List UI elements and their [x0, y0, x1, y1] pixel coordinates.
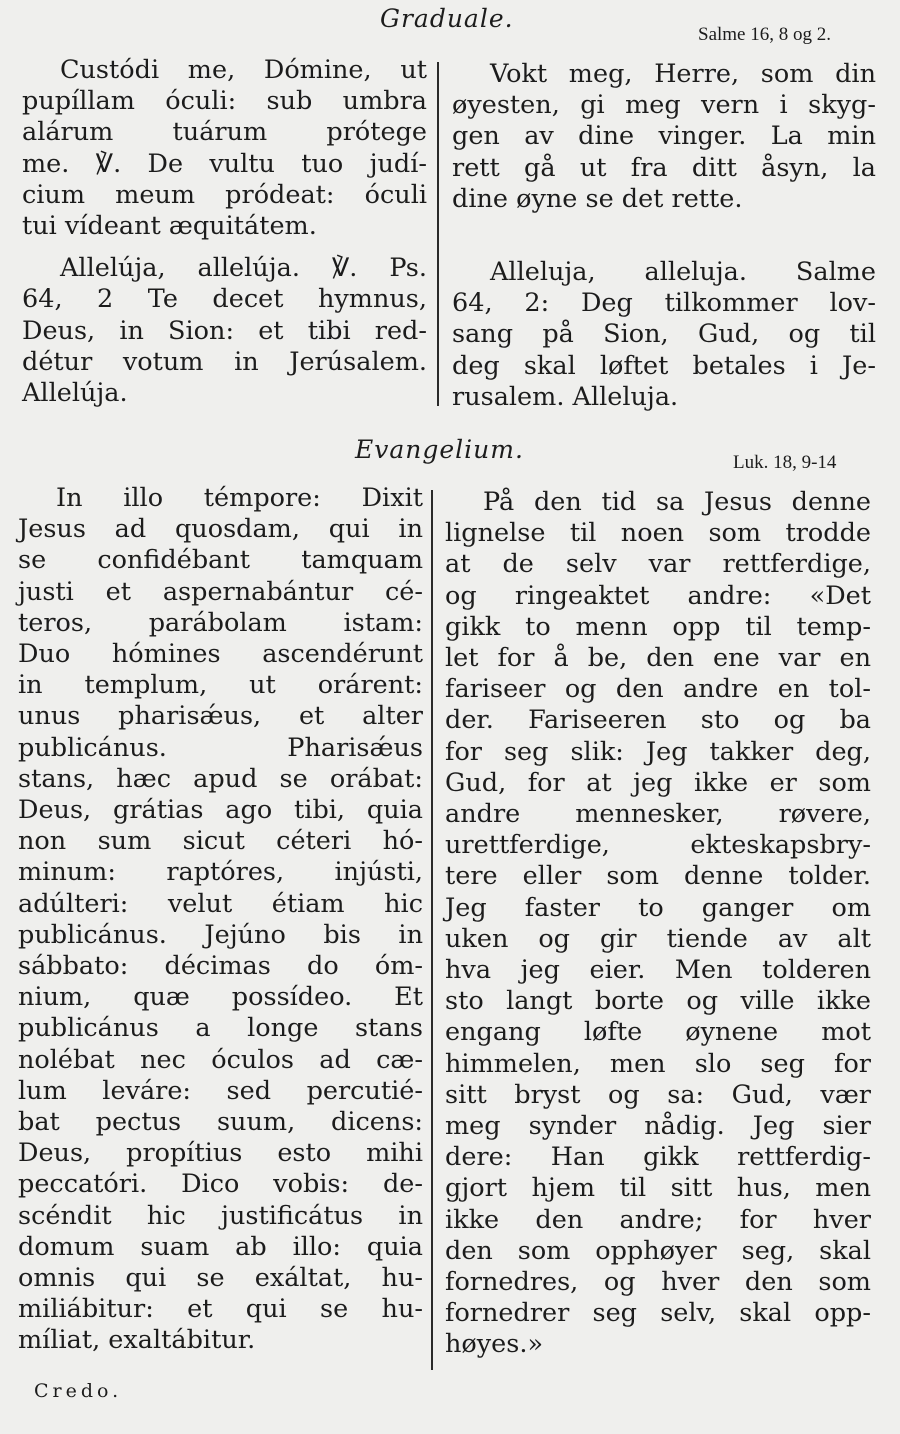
text-line: publicánus. Pharisǽus	[18, 732, 423, 763]
text-line: gikk to menn opp til temp-	[445, 611, 871, 642]
text-line: lignelse til noen som trodde	[445, 518, 871, 549]
text-line: miliábitur: et qui se hu-	[18, 1294, 423, 1325]
text-line: gen av dine vinger. La min	[452, 121, 876, 152]
text-line: Deus, propítius esto mihi	[18, 1138, 423, 1169]
text-line: dere: Han gikk rettferdig-	[445, 1142, 871, 1173]
text-line: hva jeg eier. Men tolderen	[445, 955, 871, 986]
text-line: let for å be, den ene var en	[445, 643, 871, 674]
column-divider	[437, 62, 439, 406]
text-line: nium, quæ possídeo. Et	[18, 982, 423, 1013]
text-line: bat pectus suum, dicens:	[18, 1107, 423, 1138]
text-line: himmelen, men slo seg for	[445, 1048, 871, 1079]
text-line: Vokt meg, Herre, som din	[490, 59, 876, 89]
text-line: tere eller som denne tolder.	[445, 861, 871, 892]
text-line: in templum, ut orárent:	[18, 670, 423, 701]
graduale-reference: Salme 16, 8 og 2.	[698, 24, 831, 45]
text-line: deg skal løftet betales i Je-	[452, 350, 876, 381]
text-line: publicánus. Jejúno bis in	[18, 919, 423, 950]
text-line: andre mennesker, røvere,	[445, 799, 871, 830]
text-line: lum leváre: sed percutié-	[18, 1075, 423, 1106]
text-line: høyes.»	[445, 1329, 544, 1360]
text-line: Duo hómines ascendérunt	[18, 639, 423, 670]
text-line: uken og gir tiende av alt	[445, 923, 871, 954]
text-line: me. ℣. De vultu tuo judí-	[22, 148, 427, 179]
text-line: adúlteri: velut étiam hic	[18, 888, 423, 919]
text-line: sitt bryst og sa: Gud, vær	[445, 1079, 871, 1110]
text-line: for seg slik: Jeg takker deg,	[445, 736, 871, 767]
text-line: justi et aspernabántur cé-	[18, 576, 423, 607]
text-line: meg synder nådig. Jeg sier	[445, 1111, 871, 1142]
text-line: Deus, grátias ago tibi, quia	[18, 795, 423, 826]
text-line: Allelúja, allelúja. ℣. Ps.	[60, 253, 427, 284]
text-line: På den tid sa Jesus denne	[483, 487, 871, 517]
text-line: ikke den andre; for hver	[445, 1204, 871, 1235]
text-line: engang løfte øynene mot	[445, 1017, 871, 1048]
text-line: 64, 2: Deg tilkommer lov-	[452, 288, 876, 319]
text-line: publicánus a longe stans	[18, 1013, 423, 1044]
text-line: sto langt borte og ville ikke	[445, 986, 871, 1017]
text-line: og ringeaktet andre: «Det	[445, 580, 871, 611]
text-line: peccatóri. Dico vobis: de-	[18, 1169, 423, 1200]
text-line: dine øyne se det rette.	[452, 183, 743, 214]
credo-label: Credo.	[34, 1380, 123, 1402]
text-line: der. Fariseeren sto og ba	[445, 705, 871, 736]
text-line: teros, parábolam istam:	[18, 607, 423, 638]
text-line: stans, hæc apud se orábat:	[18, 763, 423, 794]
text-line: non sum sicut céteri hó-	[18, 826, 423, 857]
text-line: den som opphøyer seg, skal	[445, 1235, 871, 1266]
text-line: urettferdige, ekteskapsbry-	[445, 830, 871, 861]
text-line: pupíllam óculi: sub umbra	[22, 86, 427, 117]
text-line: 64, 2 Te decet hymnus,	[22, 284, 427, 315]
text-line: Custódi me, Dómine, ut	[60, 55, 427, 85]
graduale-norwegian-column	[452, 59, 876, 413]
text-line: domum suam ab illo: quia	[18, 1231, 423, 1262]
text-line: Alleluja, alleluja. Salme	[490, 257, 876, 288]
text-line: se confidébant tamquam	[18, 545, 423, 576]
text-line: alárum tuárum prótege	[22, 117, 427, 148]
text-line: sang på Sion, Gud, og til	[452, 319, 876, 350]
text-line: Jesus ad quosdam, qui in	[18, 514, 423, 545]
text-line: omnis qui se exáltat, hu-	[18, 1263, 423, 1294]
text-line: Jeg faster to ganger om	[445, 892, 871, 923]
text-line: minum: raptóres, injústi,	[18, 857, 423, 888]
text-line: gjort hjem til sitt hus, men	[445, 1173, 871, 1204]
text-line: fornedres, og hver den som	[445, 1267, 871, 1298]
text-line: rusalem. Alleluja.	[452, 381, 679, 412]
graduale-title: Graduale.	[380, 4, 514, 33]
evangelium-norwegian-column	[445, 487, 871, 1361]
text-line: tui vídeant æquitátem.	[22, 211, 317, 242]
text-line: scéndit hic justificátus in	[18, 1200, 423, 1231]
evangelium-title: Evangelium.	[355, 435, 524, 464]
text-line: øyesten, gi meg vern i skyg-	[452, 90, 876, 121]
text-line: unus pharisǽus, et alter	[18, 701, 423, 732]
graduale-latin-column	[22, 55, 427, 409]
text-line: Allelúja.	[22, 378, 128, 409]
text-line: détur votum in Jerúsalem.	[22, 346, 427, 377]
text-line: Gud, for at jeg ikke er som	[445, 767, 871, 798]
text-line: míliat, exaltábitur.	[18, 1325, 256, 1356]
text-line: sábbato: décimas do óm-	[18, 951, 423, 982]
text-line: cium meum pródeat: óculi	[22, 179, 427, 210]
column-divider	[431, 490, 433, 1370]
text-line: In illo témpore: Dixit	[56, 483, 423, 513]
text-line: Deus, in Sion: et tibi red-	[22, 315, 427, 346]
text-line: fariseer og den andre en tol-	[445, 674, 871, 705]
text-line: nolébat nec óculos ad cæ-	[18, 1044, 423, 1075]
evangelium-reference: Luk. 18, 9-14	[733, 452, 837, 473]
text-line: at de selv var rettferdige,	[445, 549, 871, 580]
evangelium-latin-column	[18, 483, 423, 1357]
text-line: rett gå ut fra ditt åsyn, la	[452, 152, 876, 183]
text-line: fornedrer seg selv, skal opp-	[445, 1298, 871, 1329]
